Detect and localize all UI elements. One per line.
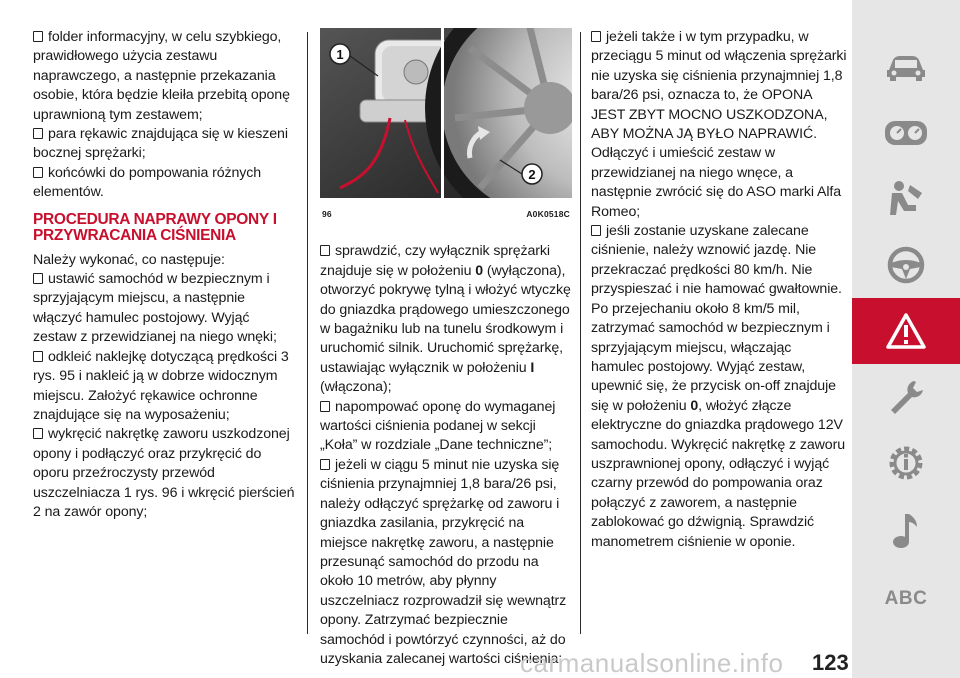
checkbox-bullet-icon xyxy=(591,225,601,236)
figure-caption xyxy=(322,205,570,224)
sidebar-item-emergency[interactable] xyxy=(852,298,960,364)
checkbox-bullet-icon xyxy=(320,401,330,412)
checkbox-bullet-icon xyxy=(320,459,330,470)
bullet-item: ustawić samochód w bezpiecznym i sprzyjającym miejscu, a następnie włączyć hamulec postojowy. Wyjąć zestaw z przewidzianej na niego wnęki; xyxy=(33,271,277,346)
bullet-item: folder informacyjny, w celu szybkiego, prawidłowego użycia zestawu naprawczego, a następnie przekazania osobie, która będzie kleiła przebitą oponę uprawnioną tym zestawem; xyxy=(33,29,290,123)
intro-text: Należy wykonać, co następuje: xyxy=(33,251,225,268)
checkbox-bullet-icon xyxy=(33,351,43,362)
music-note-icon xyxy=(891,511,921,551)
warning-triangle-icon xyxy=(885,312,927,350)
bullet-item: jeśli zostanie uzyskane zalecane ciśnienie, należy wznowić jazdę. Nie przekraczać prędkości 80 km/h. Nie przyspieszać i nie hamować gwałtownie. Po przejechaniu około 8 km/5 mil, zatrzymać samochód w bezpiecznym i sprzyjającym miejscu, włączając hamulec postojowy. Wyjąć zestaw, upewnić się, że przycisk on-off znajduje się w położeniu 0, włożyć złącze elektryczne do gniazdka prądowego 12V samochodu. Wykręcić nakrętkę z zaworu uszprawnionej opony, odłączyć i wyjąć czarny przewód do pompowania oraz połączyć z zaworem, a następnie zablokować go dźwignią. Sprawdzić manometrem ciśnienie w oponie. xyxy=(591,223,846,550)
checkbox-bullet-icon xyxy=(33,128,43,139)
checkbox-bullet-icon xyxy=(591,31,601,42)
sidebar-item-index[interactable] xyxy=(852,566,960,632)
bullet-item: wykręcić nakrętkę zaworu uszkodzonej opony i podłączyć oraz przykręcić do oporu przeźroczysty przewód uszczelniacza 1 rys. 96 i wkręcić pierścień 2 na zawór opony; xyxy=(33,426,295,520)
sidebar-item-multimedia[interactable] xyxy=(852,498,960,564)
checkbox-bullet-icon xyxy=(320,245,330,256)
watermark: carmanualsonline.info xyxy=(520,648,784,678)
bullet-item: końcówki do pompowania różnych elementów. xyxy=(33,164,262,201)
sidebar-item-driving[interactable] xyxy=(852,232,960,298)
text-column-2 xyxy=(320,28,572,669)
bullet-item: jeżeli także i w tym przypadku, w przeciągu 5 minut od włączenia sprężarki nie uzyska się ciśnienia przynajmniej 1,8 bara/26 psi, oznacza to, że OPONA JEST ZBYT MOCNO USZKODZONA, ABY MOŻNA JĄ BYŁO NAPRAWIĆ. Odłączyć i umieścić zestaw w przewidzianej na niego wnęce, a następnie zwrócić się do ASO marki Alfa Romeo; xyxy=(591,29,847,220)
column-divider xyxy=(580,32,581,634)
tyre-repair-kit-illustration xyxy=(320,28,572,198)
dashboard-icon xyxy=(883,119,929,147)
bullet-item: sprawdzić, czy wyłącznik sprężarki znajduje się w położeniu 0 (wyłączona), otworzyć pokrywę tylną i włożyć wtyczkę do gniazdka prądowego umieszczonego w bagażniku lub na tunelu środkowym i uruchomić silnik. Uruchomić sprężarkę, ustawiając wyłącznik w położeniu I (włączona); xyxy=(320,243,571,396)
wrench-icon xyxy=(886,377,926,417)
checkbox-bullet-icon xyxy=(33,167,43,178)
sidebar-item-maintenance[interactable] xyxy=(852,364,960,430)
checkbox-bullet-icon xyxy=(33,273,43,284)
bullet-item: jeżeli w ciągu 5 minut nie uzyska się ciśnienia przynajmniej 1,8 bara/26 psi, należy odłączyć sprężarkę od zaworu i gniazdka zasilania, przykręcić na miejsce nakrętkę zaworu, a następnie przesunąć samochód do przodu na około 10 metrów, aby płynny uszczelniacz rozprowadził się wewnątrz opony. Zatrzymać bezpiecznie samochód i powtórzyć czynności, aż do uzyskania zalecanej wartości ciśnienia; xyxy=(320,456,567,667)
chapter-sidebar xyxy=(852,0,960,678)
seat-safety-icon xyxy=(886,179,926,219)
sidebar-item-technical-data[interactable] xyxy=(852,430,960,496)
steering-wheel-icon xyxy=(886,245,926,285)
callout-2-label: 2 xyxy=(528,167,536,182)
abc-index-label: ABC xyxy=(884,588,928,609)
figure-96-illustration xyxy=(320,28,572,198)
sidebar-item-dashboard[interactable] xyxy=(852,100,960,166)
figure-code: A0K0518C xyxy=(526,209,570,219)
column-divider xyxy=(307,32,308,634)
text-column-3 xyxy=(591,28,847,552)
sidebar-item-car[interactable] xyxy=(852,34,960,100)
sidebar-item-safety[interactable] xyxy=(852,166,960,232)
gear-info-icon xyxy=(885,442,927,484)
callout-1-label: 1 xyxy=(336,47,344,62)
bullet-item: para rękawic znajdująca się w kieszeni bocznej sprężarki; xyxy=(33,126,288,162)
section-heading: PROCEDURA NAPRAWY OPONY I PRZYWRACANIA CIŚNIENIA xyxy=(33,210,277,244)
bullet-item: odkleić naklejkę dotyczącą prędkości 3 rys. 95 i nakleić ją w dobrze widocznym miejscu. Założyć rękawice ochronne znajdujące się na wyposażeniu; xyxy=(33,348,289,423)
figure-number: 96 xyxy=(322,209,332,219)
bullet-item: napompować oponę do wymaganej wartości ciśnienia podanej w sekcji „Koła” w rozdziale „Dane techniczne”; xyxy=(320,398,556,454)
checkbox-bullet-icon xyxy=(33,31,43,42)
checkbox-bullet-icon xyxy=(33,428,43,439)
text-column-1 xyxy=(33,28,295,522)
page-number: 123 xyxy=(812,650,849,675)
car-icon xyxy=(883,52,929,82)
